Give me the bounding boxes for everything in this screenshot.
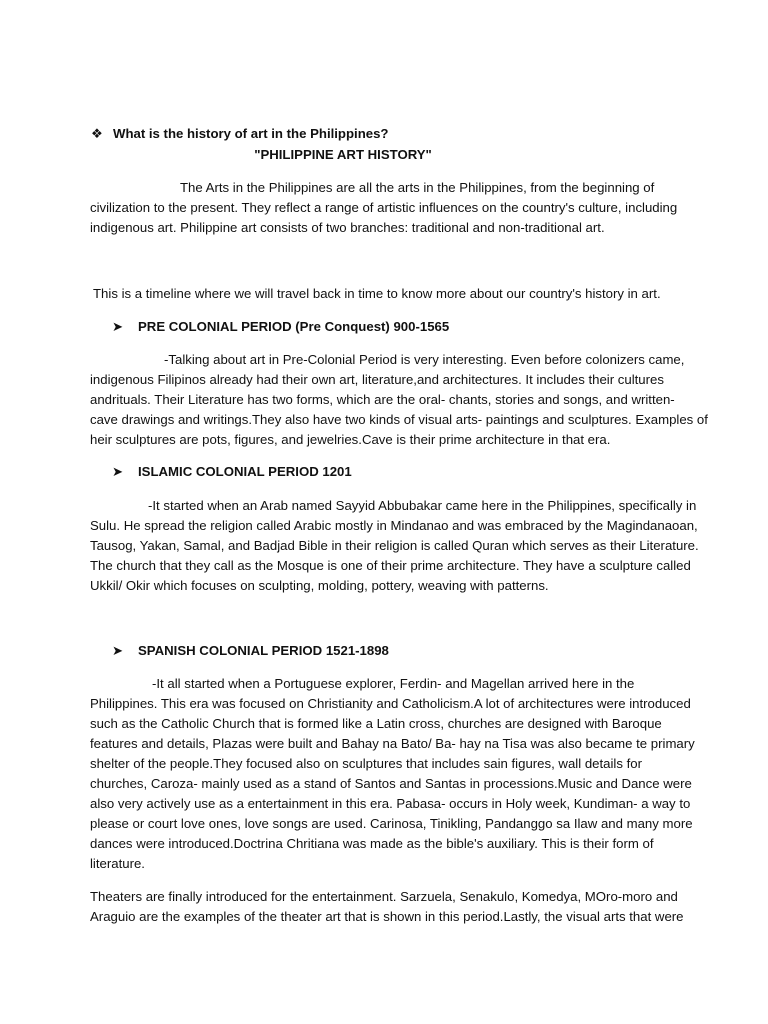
paragraph-line: heir sculptures are pots, figures, and jewelries.Cave is their prime architecture in that era. xyxy=(90,432,611,447)
paragraph-line: This is a timeline where we will travel back in time to know more about our country's history in art. xyxy=(93,286,661,301)
paragraph-line: Araguio are the examples of the theater art that is shown in this period.Lastly, the visual arts that were xyxy=(90,909,684,924)
paragraph-line: literature. xyxy=(90,856,145,871)
section-heading-text: PRE COLONIAL PERIOD (Pre Conquest) 900-1565 xyxy=(138,319,450,334)
paragraph-line: The church that they call as the Mosque is one of their prime architecture. They have a sculpture called xyxy=(90,558,691,573)
theaters-paragraph xyxy=(90,887,684,927)
arrow-bullet-icon: ➤ xyxy=(112,319,124,334)
paragraph-line: indigenous art. Philippine art consists of two branches: traditional and non-traditional art. xyxy=(90,220,605,235)
paragraph-line: shelter of the people.They focused also on sculptures that includes sain figures, wall details for xyxy=(90,756,642,771)
paragraph-line: dances were introduced.Doctrina Chritiana was made as the bible's auxiliary. This is their form of xyxy=(90,836,654,851)
paragraph-line: -It all started when a Portuguese explorer, Ferdin- and Magellan arrived here in the xyxy=(152,676,635,691)
arrow-bullet-icon: ➤ xyxy=(112,643,124,658)
intro-paragraph xyxy=(90,178,680,238)
paragraph-line: Theaters are finally introduced for the entertainment. Sarzuela, Senakulo, Komedya, MOro-moro and xyxy=(90,889,678,904)
question-text: What is the history of art in the Philippines? xyxy=(113,126,389,141)
paragraph-line: Ukkil/ Okir which focuses on sculpting, molding, pottery, weaving with patterns. xyxy=(90,578,549,593)
paragraph-line: cave drawings and writings.They also have two kinds of visual arts- paintings and sculptures. Examples of xyxy=(90,412,708,427)
paragraph-line: The Arts in the Philippines are all the arts in the Philippines, from the beginning of xyxy=(180,180,655,195)
paragraph-line: churches, Caroza- mainly used as a stand of Santos and Santas in processions.Music and Dance were xyxy=(90,776,692,791)
section-heading-spanish xyxy=(112,641,389,661)
arrow-bullet-icon: ➤ xyxy=(112,464,124,479)
paragraph-line: andrituals. Their Literature has two forms, which are the oral- chants, stories and songs, and written- xyxy=(90,392,675,407)
question-heading xyxy=(91,124,389,144)
section-heading-islamic xyxy=(112,462,352,482)
paragraph-line: please or court love ones, love songs are used. Carinosa, Tinikling, Pandanggo sa Ilaw and many more xyxy=(90,816,693,831)
paragraph-line: -Talking about art in Pre-Colonial Period is very interesting. Even before colonizers came, xyxy=(164,352,685,367)
section-paragraph-islamic xyxy=(90,496,699,596)
paragraph-line: also very actively use as a entertainment in this era. Pabasa- occurs in Holy week, Kundiman- a way to xyxy=(90,796,691,811)
diamond-bullet-icon: ❖ xyxy=(91,126,103,141)
paragraph-line: such as the Catholic Church that is formed like a Latin cross, churches are designed with Baroque xyxy=(90,716,662,731)
section-paragraph-pre-colonial xyxy=(90,350,708,450)
section-heading-text: ISLAMIC COLONIAL PERIOD 1201 xyxy=(138,464,352,479)
paragraph-line: Tausog, Yakan, Samal, and Badjad Bible in their religion is called Quran which serves as their Literature. xyxy=(90,538,699,553)
paragraph-line: features and details, Plazas were built and Bahay na Bato/ Ba- hay na Tisa was also became te primary xyxy=(90,736,695,751)
paragraph-line: Sulu. He spread the religion called Arabic mostly in Mindanao and was embraced by the Magindanaoan, xyxy=(90,518,698,533)
document-title: "PHILIPPINE ART HISTORY" xyxy=(254,147,432,162)
section-heading-text: SPANISH COLONIAL PERIOD 1521-1898 xyxy=(138,643,389,658)
paragraph-line: civilization to the present. They reflect a range of artistic influences on the country's culture, including xyxy=(90,200,678,215)
paragraph-line: indigenous Filipinos already had their own art, literature,and architectures. It includes their cultures xyxy=(90,372,664,387)
section-heading-pre-colonial xyxy=(112,317,449,337)
paragraph-line: -It started when an Arab named Sayyid Abbubakar came here in the Philippines, specifically in xyxy=(148,498,697,513)
section-paragraph-spanish xyxy=(90,674,695,874)
paragraph-line: Philippines. This era was focused on Christianity and Catholicism.A lot of architectures were introduced xyxy=(90,696,691,711)
timeline-intro xyxy=(93,284,683,304)
